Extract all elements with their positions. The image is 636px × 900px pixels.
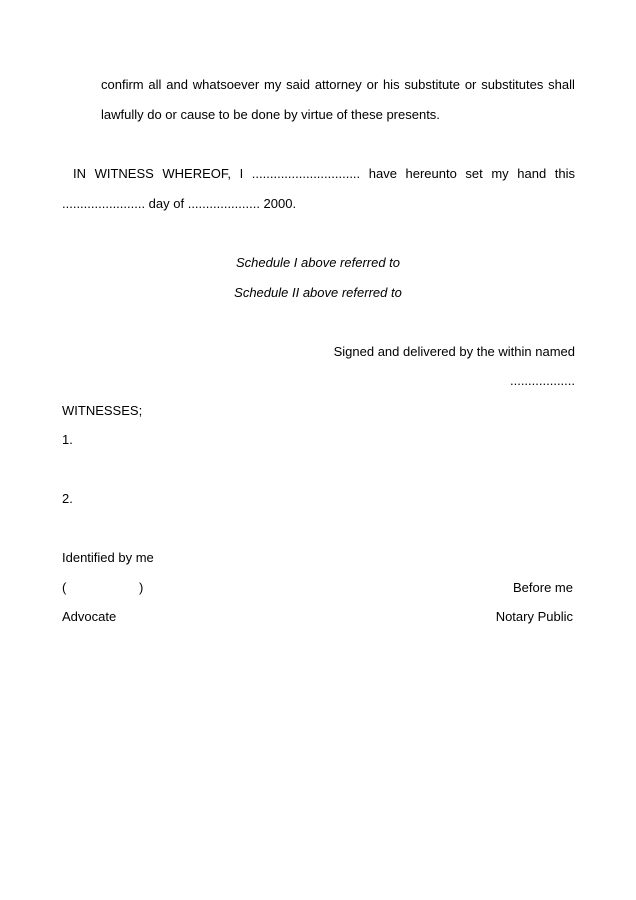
word: my: [264, 77, 282, 92]
word: set: [465, 166, 483, 181]
notary-public-label: Notary Public: [495, 609, 573, 624]
before-me-text: Before me: [513, 580, 573, 595]
witness-clause-line: [73, 166, 575, 182]
word: hand: [517, 166, 547, 181]
paragraph-line: lawfully do or cause to be done by virtue of these presents.: [101, 107, 440, 122]
word: and: [166, 77, 188, 92]
word: or: [464, 77, 477, 92]
signatory-name-dots: ..................: [509, 373, 575, 388]
word: attorney: [314, 77, 362, 92]
word: confirm: [101, 77, 144, 92]
word: or: [366, 77, 379, 92]
word: hereunto: [405, 166, 457, 181]
word: WHEREOF,: [162, 166, 232, 181]
witnesses-heading: WITNESSES;: [62, 403, 143, 418]
word: ..............................: [251, 166, 361, 181]
paren-open: (: [62, 580, 67, 595]
paren-close: ): [139, 580, 144, 595]
word: IN: [73, 166, 86, 181]
word: said: [286, 77, 311, 92]
word: I: [239, 166, 244, 181]
signed-delivered-text: Signed and delivered by the within named: [333, 344, 575, 359]
word: whatsoever: [192, 77, 260, 92]
word: my: [491, 166, 509, 181]
word: shall: [548, 77, 575, 92]
word: his: [382, 77, 400, 92]
word: substitute: [404, 77, 461, 92]
witness-clause-date: ....................... day of .................... 2000.: [62, 196, 297, 211]
advocate-label: Advocate: [62, 609, 117, 624]
word: this: [554, 166, 575, 181]
word: have: [368, 166, 397, 181]
schedule-two-label: Schedule II above referred to: [234, 285, 402, 300]
witness-item-one: 1.: [62, 432, 73, 447]
witness-item-two: 2.: [62, 491, 73, 506]
word: substitutes: [481, 77, 544, 92]
word: WITNESS: [94, 166, 154, 181]
paragraph-line: [101, 77, 575, 93]
word: all: [148, 77, 162, 92]
schedule-one-label: Schedule I above referred to: [235, 255, 401, 270]
identified-by-text: Identified by me: [62, 550, 154, 565]
